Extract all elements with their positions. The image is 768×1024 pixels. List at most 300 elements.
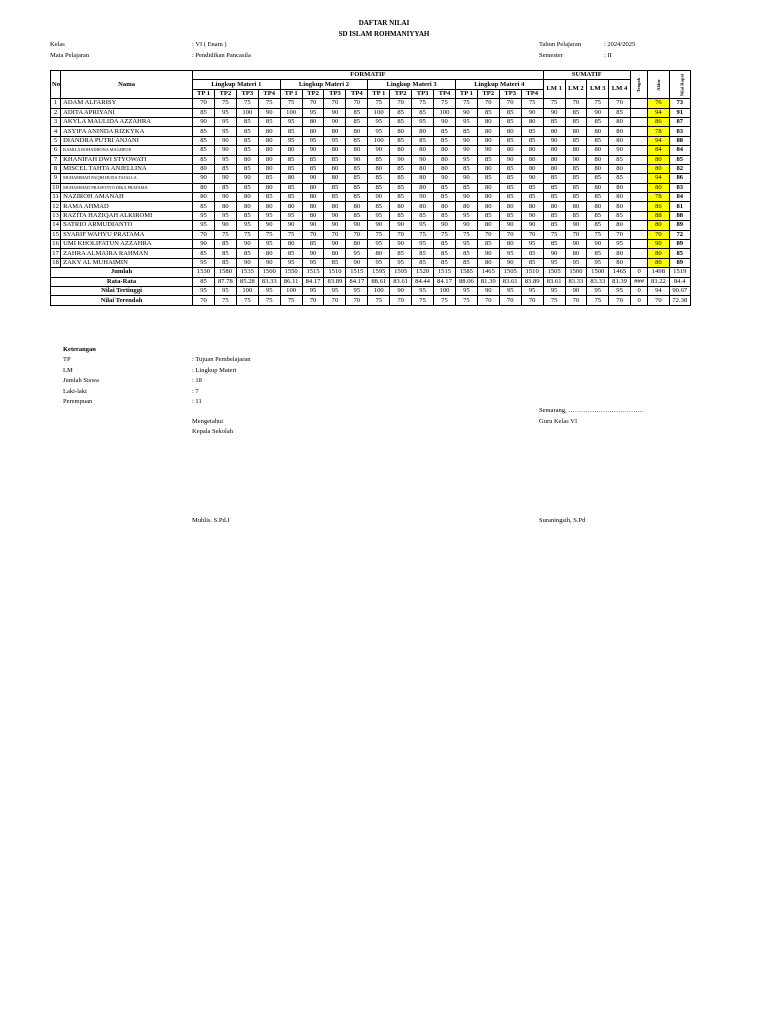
formatif-score: 85 [390,249,412,258]
sumatif-score: 80 [543,164,565,173]
formatif-score: 85 [368,202,390,211]
formatif-score: 85 [258,174,280,183]
summary-value: 1515 [346,268,368,277]
formatif-score: 80 [302,183,324,192]
formatif-score: 80 [280,174,302,183]
formatif-score: 95 [280,258,302,267]
formatif-score: 90 [236,240,258,249]
tengah-score [631,117,648,126]
sumatif-score: 80 [609,164,631,173]
formatif-score: 80 [324,164,346,173]
table-row [51,183,691,192]
formatif-score: 80 [390,202,412,211]
nilai-rapot: 81 [669,202,690,211]
nilai-rapot: 82 [669,164,690,173]
formatif-score: 80 [258,146,280,155]
summary-value: ### [631,277,648,286]
summary-value: 83.61 [390,277,412,286]
summary-value: 86.11 [280,277,302,286]
summary-value: 81.39 [477,277,499,286]
student-no: 3 [51,117,61,126]
formatif-score: 90 [193,174,215,183]
formatif-score: 90 [346,221,368,230]
sumatif-score: 85 [609,211,631,220]
formatif-score: 95 [368,258,390,267]
formatif-score: 85 [368,174,390,183]
formatif-score: 80 [258,202,280,211]
formatif-score: 90 [499,258,521,267]
keterangan-value: : 11 [192,398,202,405]
summary-value: 95 [346,286,368,295]
tahun-value: : 2024/2025 [604,41,636,48]
formatif-score: 85 [236,183,258,192]
summary-value: 1498 [648,268,669,277]
table-row [51,258,691,267]
kelas-label: Kelas [50,41,65,48]
akhir-score: 78 [648,127,669,136]
formatif-score: 90 [434,221,456,230]
sumatif-score: 85 [587,211,609,220]
tengah-score [631,155,648,164]
summary-value: 95 [499,286,521,295]
sumatif-score: 80 [543,146,565,155]
sumatif-score: 95 [565,258,587,267]
formatif-score: 85 [499,211,521,220]
formatif-score: 80 [477,136,499,145]
formatif-score: 90 [258,258,280,267]
formatif-score: 95 [236,221,258,230]
formatif-score: 85 [521,183,543,192]
sumatif-score: 85 [543,174,565,183]
formatif-score: 80 [193,193,215,202]
formatif-score: 75 [368,230,390,239]
summary-value: 87.78 [214,277,236,286]
summary-value: 84.17 [346,277,368,286]
student-no: 13 [52,212,59,220]
summary-value: 1505 [499,268,521,277]
summary-value: 90 [565,286,587,295]
formatif-score: 85 [346,174,368,183]
table-row [51,174,691,183]
formatif-score: 90 [214,221,236,230]
formatif-score: 85 [324,183,346,192]
formatif-score: 90 [434,174,456,183]
header-formatif: FORMATIF [193,71,544,80]
document-title: DAFTAR NILAI [358,19,410,27]
summary-value: 95 [521,286,543,295]
formatif-score: 75 [236,230,258,239]
sumatif-score: 95 [587,258,609,267]
formatif-score: 80 [280,146,302,155]
sumatif-score: 75 [543,99,565,108]
tengah-score [631,258,648,267]
sumatif-score: 85 [565,211,587,220]
summary-value: 1530 [193,268,215,277]
formatif-score: 95 [302,108,324,117]
formatif-score: 80 [280,240,302,249]
header-tp: TP4 [521,89,543,98]
formatif-score: 85 [412,108,434,117]
formatif-score: 95 [258,240,280,249]
sumatif-score: 85 [609,108,631,117]
formatif-score: 70 [193,230,215,239]
formatif-score: 85 [412,136,434,145]
formatif-score: 90 [499,221,521,230]
formatif-score: 75 [258,99,280,108]
formatif-score: 80 [346,146,368,155]
sumatif-score: 90 [543,108,565,117]
formatif-score: 75 [455,99,477,108]
summary-value: 1585 [455,268,477,277]
akhir-score: 94 [648,174,669,183]
formatif-score: 80 [412,202,434,211]
sumatif-score: 85 [565,136,587,145]
formatif-score: 80 [477,127,499,136]
formatif-score: 85 [324,193,346,202]
summary-value: 83.33 [258,277,280,286]
student-name: ZAKY AL MUHAIMIN [61,258,193,267]
sumatif-score: 80 [587,155,609,164]
formatif-score: 85 [302,164,324,173]
nilai-rapot: 87 [669,117,690,126]
summary-value: 1510 [324,268,346,277]
formatif-score: 85 [193,146,215,155]
formatif-score: 70 [193,99,215,108]
formatif-score: 85 [390,193,412,202]
formatif-score: 85 [258,193,280,202]
table-row [51,249,691,258]
formatif-score: 80 [258,127,280,136]
formatif-score: 80 [477,117,499,126]
summary-value: 75 [434,296,456,305]
table-row [51,211,691,220]
summary-value: 85 [193,277,215,286]
formatif-score: 90 [455,136,477,145]
nilai-rapot: 85 [669,155,690,164]
formatif-score: 95 [455,155,477,164]
formatif-score: 90 [258,221,280,230]
summary-value: 70 [390,296,412,305]
nilai-rapot: 85 [669,249,690,258]
student-no: 1 [51,99,61,108]
nilai-rapot: 89 [669,240,690,249]
formatif-score: 75 [214,99,236,108]
nilai-rapot: 91 [669,108,690,117]
nilai-rapot: 89 [669,221,690,230]
summary-value: 1515 [302,268,324,277]
formatif-score: 80 [477,202,499,211]
summary-value: 1595 [368,268,390,277]
student-name: DIANDRA PUTRI ANJANI [61,136,193,145]
sumatif-score: 70 [565,99,587,108]
formatif-score: 80 [258,136,280,145]
summary-value: 95 [302,286,324,295]
formatif-score: 80 [521,146,543,155]
summary-value: 75 [543,296,565,305]
formatif-score: 85 [390,174,412,183]
summary-value: 85.28 [236,277,258,286]
sumatif-score: 90 [543,249,565,258]
formatif-score: 90 [455,146,477,155]
formatif-score: 80 [302,127,324,136]
formatif-score: 95 [499,249,521,258]
akhir-score: 86 [648,202,669,211]
formatif-score: 75 [280,99,302,108]
formatif-score: 85 [455,249,477,258]
formatif-score: 85 [236,146,258,155]
formatif-score: 85 [499,136,521,145]
formatif-score: 90 [324,240,346,249]
formatif-score: 90 [302,249,324,258]
formatif-score: 85 [499,117,521,126]
table-row [51,202,691,211]
student-no: 14 [52,221,59,229]
sumatif-score: 85 [543,240,565,249]
header-tp: TP4 [258,89,280,98]
formatif-score: 90 [521,174,543,183]
formatif-score: 95 [214,108,236,117]
formatif-score: 85 [214,258,236,267]
tengah-score [631,146,648,155]
sumatif-score: 80 [609,221,631,230]
summary-value: 1500 [587,268,609,277]
signature-kepala-role: Kepala Sekolah [192,428,233,435]
school-name: SD ISLAM ROHMANIYYAH [338,30,430,38]
student-no: 18 [52,259,59,266]
sumatif-score: 80 [543,202,565,211]
formatif-score: 85 [390,108,412,117]
formatif-score: 80 [214,202,236,211]
student-name: RAMA AHMAD [61,202,193,211]
header-lingkup-materi-1: Lingkup Materi 1 [193,80,281,89]
formatif-score: 85 [455,127,477,136]
formatif-score: 75 [521,99,543,108]
summary-value: 83.22 [648,277,669,286]
formatif-score: 90 [258,108,280,117]
header-lm-2: LM 2 [565,80,587,99]
formatif-score: 80 [302,193,324,202]
formatif-score: 85 [412,258,434,267]
sumatif-score: 80 [587,164,609,173]
summary-value: 75 [368,296,390,305]
sumatif-score: 85 [587,221,609,230]
sumatif-score: 75 [587,230,609,239]
summary-value: 75 [412,296,434,305]
formatif-score: 95 [455,240,477,249]
formatif-score: 80 [324,146,346,155]
formatif-score: 75 [368,99,390,108]
formatif-score: 95 [521,240,543,249]
sumatif-score: 85 [587,136,609,145]
table-row [51,155,691,164]
student-no: 4 [51,127,61,136]
formatif-score: 85 [214,164,236,173]
sumatif-score: 80 [609,136,631,145]
formatif-score: 85 [214,240,236,249]
formatif-score: 80 [412,127,434,136]
formatif-score: 80 [236,193,258,202]
student-no: 10 [52,183,59,191]
keterangan-label: Jumlah Siswa [63,377,99,384]
formatif-score: 85 [477,108,499,117]
sumatif-score: 95 [609,240,631,249]
formatif-score: 80 [499,240,521,249]
keterangan-value: : 18 [192,377,202,384]
student-no: 9 [51,174,61,183]
formatif-score: 95 [324,136,346,145]
nilai-rapot: 83 [669,127,690,136]
formatif-score: 80 [368,249,390,258]
summary-value: 70 [521,296,543,305]
summary-value: 1465 [609,268,631,277]
formatif-score: 80 [193,183,215,192]
formatif-score: 95 [346,249,368,258]
sumatif-score: 85 [543,183,565,192]
student-no: 11 [52,193,59,201]
formatif-score: 85 [193,202,215,211]
formatif-score: 80 [324,174,346,183]
student-no: 12 [52,202,59,210]
summary-value: 75 [214,296,236,305]
formatif-score: 80 [499,127,521,136]
formatif-score: 85 [390,211,412,220]
formatif-score: 85 [258,117,280,126]
sumatif-score: 80 [609,249,631,258]
keterangan-label: LM [63,366,73,374]
sumatif-score: 85 [565,183,587,192]
formatif-score: 85 [346,183,368,192]
tengah-score [631,249,648,258]
formatif-score: 90 [412,193,434,202]
formatif-score: 90 [521,211,543,220]
formatif-score: 80 [412,146,434,155]
sumatif-score: 80 [609,202,631,211]
sumatif-score: 90 [543,136,565,145]
header-tp: TP3 [236,89,258,98]
summary-value: 83.61 [543,277,565,286]
formatif-score: 85 [193,136,215,145]
akhir-score: 80 [648,221,669,230]
formatif-score: 90 [214,193,236,202]
keterangan-label: TP [63,356,71,363]
formatif-score: 75 [434,99,456,108]
summary-row [51,286,691,295]
akhir-score: 94 [648,108,669,117]
summary-value: 95 [587,286,609,295]
summary-value: 95 [258,286,280,295]
formatif-score: 95 [214,211,236,220]
sumatif-score: 80 [587,202,609,211]
summary-value: 95 [214,286,236,295]
tengah-score [631,99,648,108]
keterangan-title: Keterangan [63,346,96,353]
summary-row [51,268,691,277]
summary-value: 88.61 [368,277,390,286]
formatif-score: 85 [324,155,346,164]
nilai-rapot: 88 [669,211,690,220]
header-akhir: Akhir [648,71,669,99]
formatif-score: 85 [346,211,368,220]
student-no: 6 [51,146,61,155]
formatif-score: 85 [521,136,543,145]
student-no: 8 [51,164,61,173]
formatif-score: 85 [477,174,499,183]
header-lm-1: LM 1 [543,80,565,99]
formatif-score: 80 [258,183,280,192]
formatif-score: 75 [412,230,434,239]
tengah-score [631,202,648,211]
nilai-rapot: 84 [669,146,690,155]
header-tengah: Tengah [631,71,648,99]
header-tp: TP3 [412,89,434,98]
formatif-score: 90 [390,240,412,249]
formatif-score: 70 [477,99,499,108]
semester-value: : II [604,52,612,59]
formatif-score: 80 [499,146,521,155]
student-no: 15 [52,230,59,238]
sumatif-score: 90 [587,240,609,249]
formatif-score: 95 [455,211,477,220]
sumatif-score: 85 [587,117,609,126]
formatif-score: 80 [434,202,456,211]
header-lingkup-materi-2: Lingkup Materi 2 [280,80,368,89]
formatif-score: 85 [477,155,499,164]
formatif-score: 100 [368,108,390,117]
akhir-score: 80 [648,183,669,192]
sumatif-score: 80 [609,183,631,192]
formatif-score: 85 [412,211,434,220]
summary-value: 70 [609,296,631,305]
sumatif-score: 80 [609,258,631,267]
sumatif-score: 85 [543,221,565,230]
akhir-score: 80 [648,258,669,267]
formatif-score: 85 [214,249,236,258]
formatif-score: 85 [280,155,302,164]
sumatif-score: 80 [587,127,609,136]
summary-label: Nilai Terendah [51,296,193,305]
formatif-score: 90 [368,146,390,155]
summary-value: 1535 [236,268,258,277]
keterangan-label: Laki-laki [63,387,87,395]
formatif-score: 85 [346,117,368,126]
summary-value: 90.67 [669,286,690,295]
summary-value: 100 [434,286,456,295]
formatif-score: 95 [193,211,215,220]
sumatif-score: 80 [565,127,587,136]
table-row [51,117,691,126]
formatif-score: 95 [412,117,434,126]
sumatif-score: 85 [565,117,587,126]
formatif-score: 85 [390,136,412,145]
signature-place-date: Semarang, …………………………….. [539,407,643,414]
formatif-score: 95 [280,117,302,126]
table-row [51,230,691,239]
formatif-score: 85 [521,258,543,267]
formatif-score: 90 [455,174,477,183]
formatif-score: 85 [521,193,543,202]
table-row [51,240,691,249]
akhir-score: 80 [648,164,669,173]
formatif-score: 75 [434,230,456,239]
summary-value: 70 [499,296,521,305]
student-no: 7 [51,155,61,164]
table-row [51,136,691,145]
sumatif-score: 85 [609,155,631,164]
formatif-score: 95 [368,117,390,126]
formatif-score: 85 [236,117,258,126]
formatif-score: 80 [258,155,280,164]
tengah-score [631,108,648,117]
